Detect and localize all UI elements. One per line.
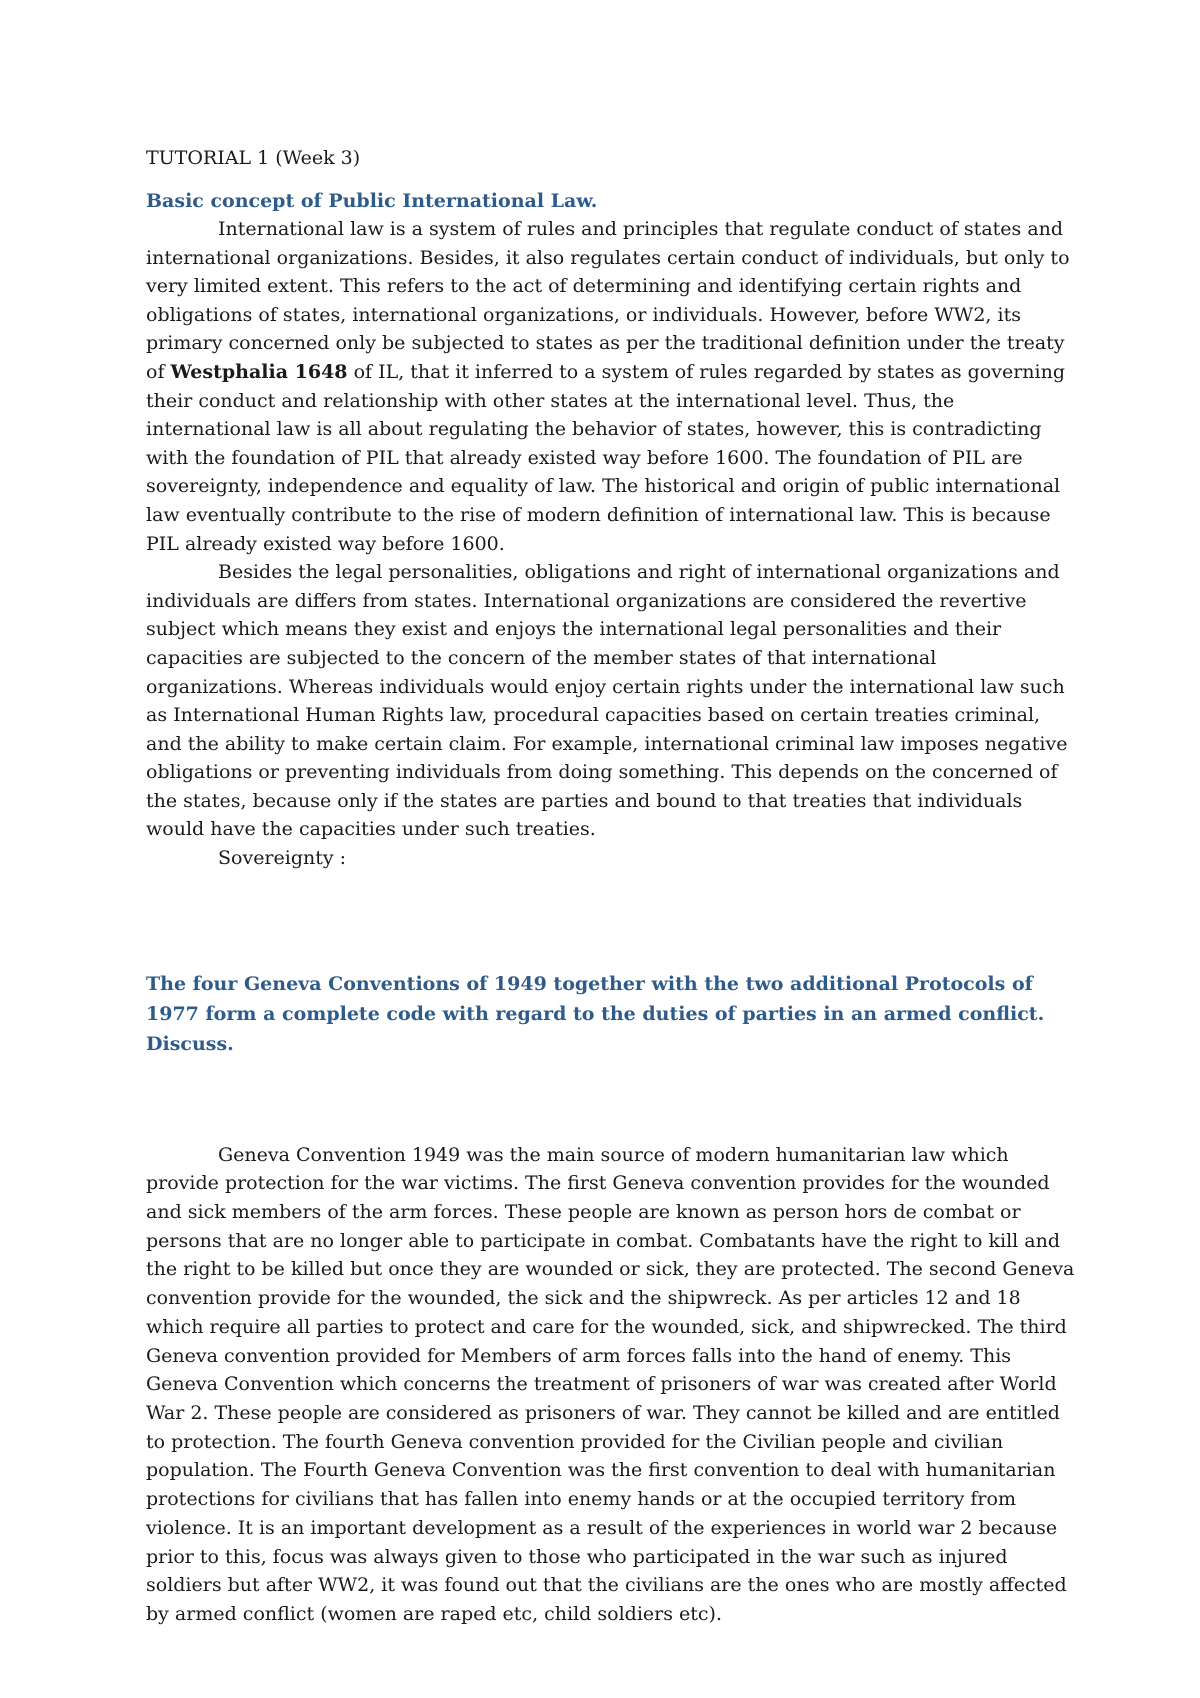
paragraph-text: of IL, that it inferred to a system of rules regarded by states as governing their conduct and relationship with other states at the international level. Thus, the international law is all about regulating the behavior of states, however, this is contradicting with the foundation of PIL that already existed way before 1600. The foundation of PIL are sovereignty, independence and equality of law. The historical and origin of public international law eventually contribute to the rise of modern definition of international law. This is because PIL already existed way before 1600. — [146, 360, 1066, 555]
sovereignty-label: Sovereignty : — [218, 847, 347, 870]
bold-term-westphalia: Westphalia 1648 — [170, 360, 348, 383]
paragraph-text: International law is a system of rules and principles that regulate conduct of states and international organizations. Besides, it also regulates certain conduct of individuals, but only to very limited extent. This refers to the act of determining and identifying certain rights and obligations of states, international organizations, or individuals. However, before WW2, its primary concerned only be subjected to states as per the traditional definition under the treaty of — [146, 218, 1070, 383]
section-heading-public-international-law: Basic concept of Public International Law. — [146, 190, 598, 212]
section-heading-geneva-conventions: The four Geneva Conventions of 1949 together with the two additional Protocols of 1977 form a complete code with regard to the duties of parties in an armed conflict. Discuss. — [146, 972, 1045, 1055]
body-paragraph — [146, 215, 1078, 558]
body-paragraph: Besides the legal personalities, obligations and right of international organizations and individuals are differs from states. International organizations are considered the revertive subject which means they exist and enjoys the international legal personalities and their capacities are subjected to the concern of the member states of that international organizations. Whereas individuals would enjoy certain rights under the international law such as International Human Rights law, procedural capacities based on certain treaties criminal, and the ability to make certain claim. For example, international criminal law imposes negative obligations or preventing individuals from doing something. This depends on the concerned of the states, because only if the states are parties and bound to that treaties that individuals would have the capacities under such treaties. — [146, 561, 1068, 841]
body-paragraph: Geneva Convention 1949 was the main source of modern humanitarian law which provide protection for the war victims. The first Geneva convention provides for the wounded and sick members of the arm forces. These people are known as person hors de combat or persons that are no longer able to participate in combat. Combatants have the right to kill and the right to be killed but once they are wounded or sick, they are protected. The second Geneva convention provide for the wounded, the sick and the shipwreck. As per articles 12 and 18 which require all parties to protect and care for the wounded, sick, and shipwrecked. The third Geneva convention provided for Members of arm forces falls into the hand of enemy. This Geneva Convention which concerns the treatment of prisoners of war was created after World War 2. These people are considered as prisoners of war. They cannot be killed and are entitled to protection. The fourth Geneva convention provided for the Civilian people and civilian population. The Fourth Geneva Convention was the first convention to deal with humanitarian protections for civilians that has fallen into enemy hands or at the occupied territory from violence. It is an important development as a result of the experiences in world war 2 because prior to this, focus was always given to those who participated in the war such as injured soldiers but after WW2, it was found out that the civilians are the ones who are mostly affected by armed conflict (women are raped etc, child soldiers etc). — [146, 1143, 1075, 1625]
document-title: TUTORIAL 1 (Week 3) — [146, 147, 361, 169]
document-content — [146, 144, 1078, 1629]
